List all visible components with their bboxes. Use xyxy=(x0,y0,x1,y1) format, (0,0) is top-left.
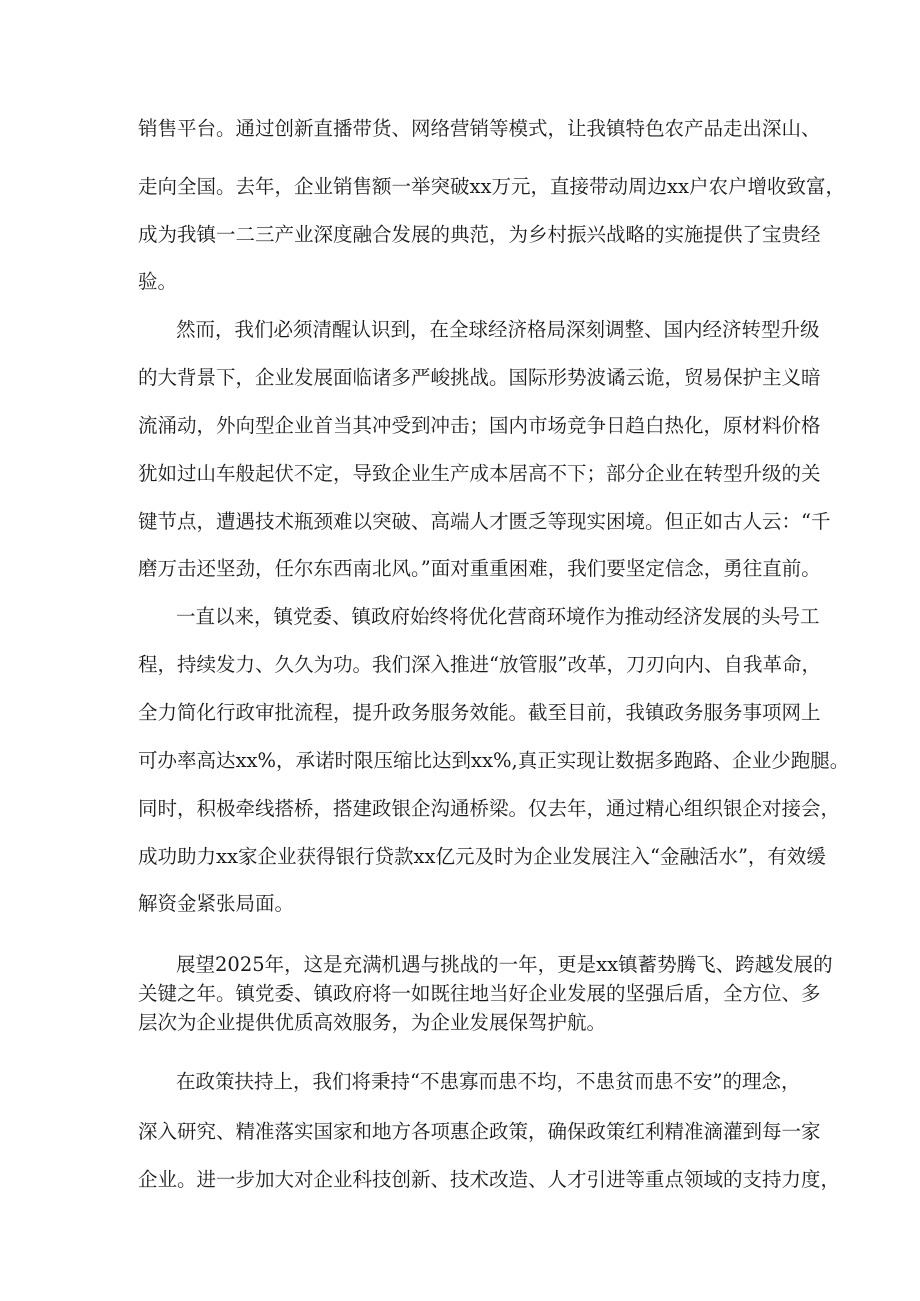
paragraph-2-line-5: 键节点，遭遇技术瓶颈难以突破、高端人才匮乏等现实困境。但正如古人云：“千 xyxy=(138,510,831,533)
paragraph-2-line-1: 然而，我们必须清醒认识到，在全球经济格局深刻调整、国内经济转型升级 xyxy=(176,318,820,341)
paragraph-3-line-2: 程，持续发力、久久为功。我们深入推进“放管服”改革，刀刃向内、自我革命， xyxy=(138,653,821,676)
paragraph-3-line-7: 解资金紧张局面。 xyxy=(138,892,295,915)
paragraph-3-line-6: 成功助力xx家企业获得银行贷款xx亿元及时为企业发展注入“金融活水”，有效缓 xyxy=(138,845,826,868)
paragraph-1-line-3: 成为我镇一二三产业深度融合发展的典范，为乡村振兴战略的实施提供了宝贵经 xyxy=(138,223,821,246)
paragraph-3-line-3: 全力简化行政审批流程，提升政务服务效能。截至目前，我镇政务服务事项网上 xyxy=(138,701,821,724)
paragraph-4-line-3: 层次为企业提供优质高效服务，为企业发展保驾护航。 xyxy=(138,1011,607,1034)
paragraph-1-line-4: 验。 xyxy=(138,270,178,293)
paragraph-4-line-1: 展望2025年，这是充满机遇与挑战的一年，更是xx镇蓄势腾飞、跨越发展的 xyxy=(176,953,833,976)
paragraph-3-line-5: 同时，积极牵线搭桥，搭建政银企沟通桥梁。仅去年，通过精心组织银企对接会， xyxy=(138,797,841,820)
paragraph-3-line-4: 可办率高达xx%，承诺时限压缩比达到xx%,真正实现让数据多跑路、企业少跑腿。 xyxy=(138,749,850,772)
paragraph-2-line-6: 磨万击还坚劲，任尔东西南北风。”面对重重困难，我们要坚定信念，勇往直前。 xyxy=(138,557,821,580)
paragraph-4-line-2: 关键之年。镇党委、镇政府将一如既往地当好企业发展的坚强后盾，全方位、多 xyxy=(138,982,821,1005)
paragraph-3-line-1: 一直以来，镇党委、镇政府始终将优化营商环境作为推动经济发展的头号工 xyxy=(176,605,820,628)
paragraph-2-line-4: 犹如过山车般起伏不定，导致企业生产成本居高不下；部分企业在转型升级的关 xyxy=(138,462,821,485)
paragraph-5-line-1: 在政策扶持上，我们将秉持“不患寡而患不均，不患贫而患不安”的理念， xyxy=(176,1070,801,1093)
paragraph-1-line-1: 销售平台。通过创新直播带货、网络营销等模式，让我镇特色农产品走出深山、 xyxy=(138,117,821,140)
paragraph-5-line-2: 深入研究、精准落实国家和地方各项惠企政策，确保政策红利精准滴灌到每一家 xyxy=(138,1120,821,1143)
paragraph-2-line-3: 流涌动，外向型企业首当其冲受到冲击；国内市场竞争日趋白热化，原材料价格 xyxy=(138,414,821,437)
paragraph-5-line-3: 企业。进一步加大对企业科技创新、技术改造、人才引进等重点领域的支持力度， xyxy=(138,1168,841,1191)
paragraph-1-line-2: 走向全国。去年，企业销售额一举突破xx万元，直接带动周边xx户农户增收致富， xyxy=(138,175,845,198)
paragraph-2-line-2: 的大背景下，企业发展面临诸多严峻挑战。国际形势波谲云诡，贸易保护主义暗 xyxy=(138,366,821,389)
